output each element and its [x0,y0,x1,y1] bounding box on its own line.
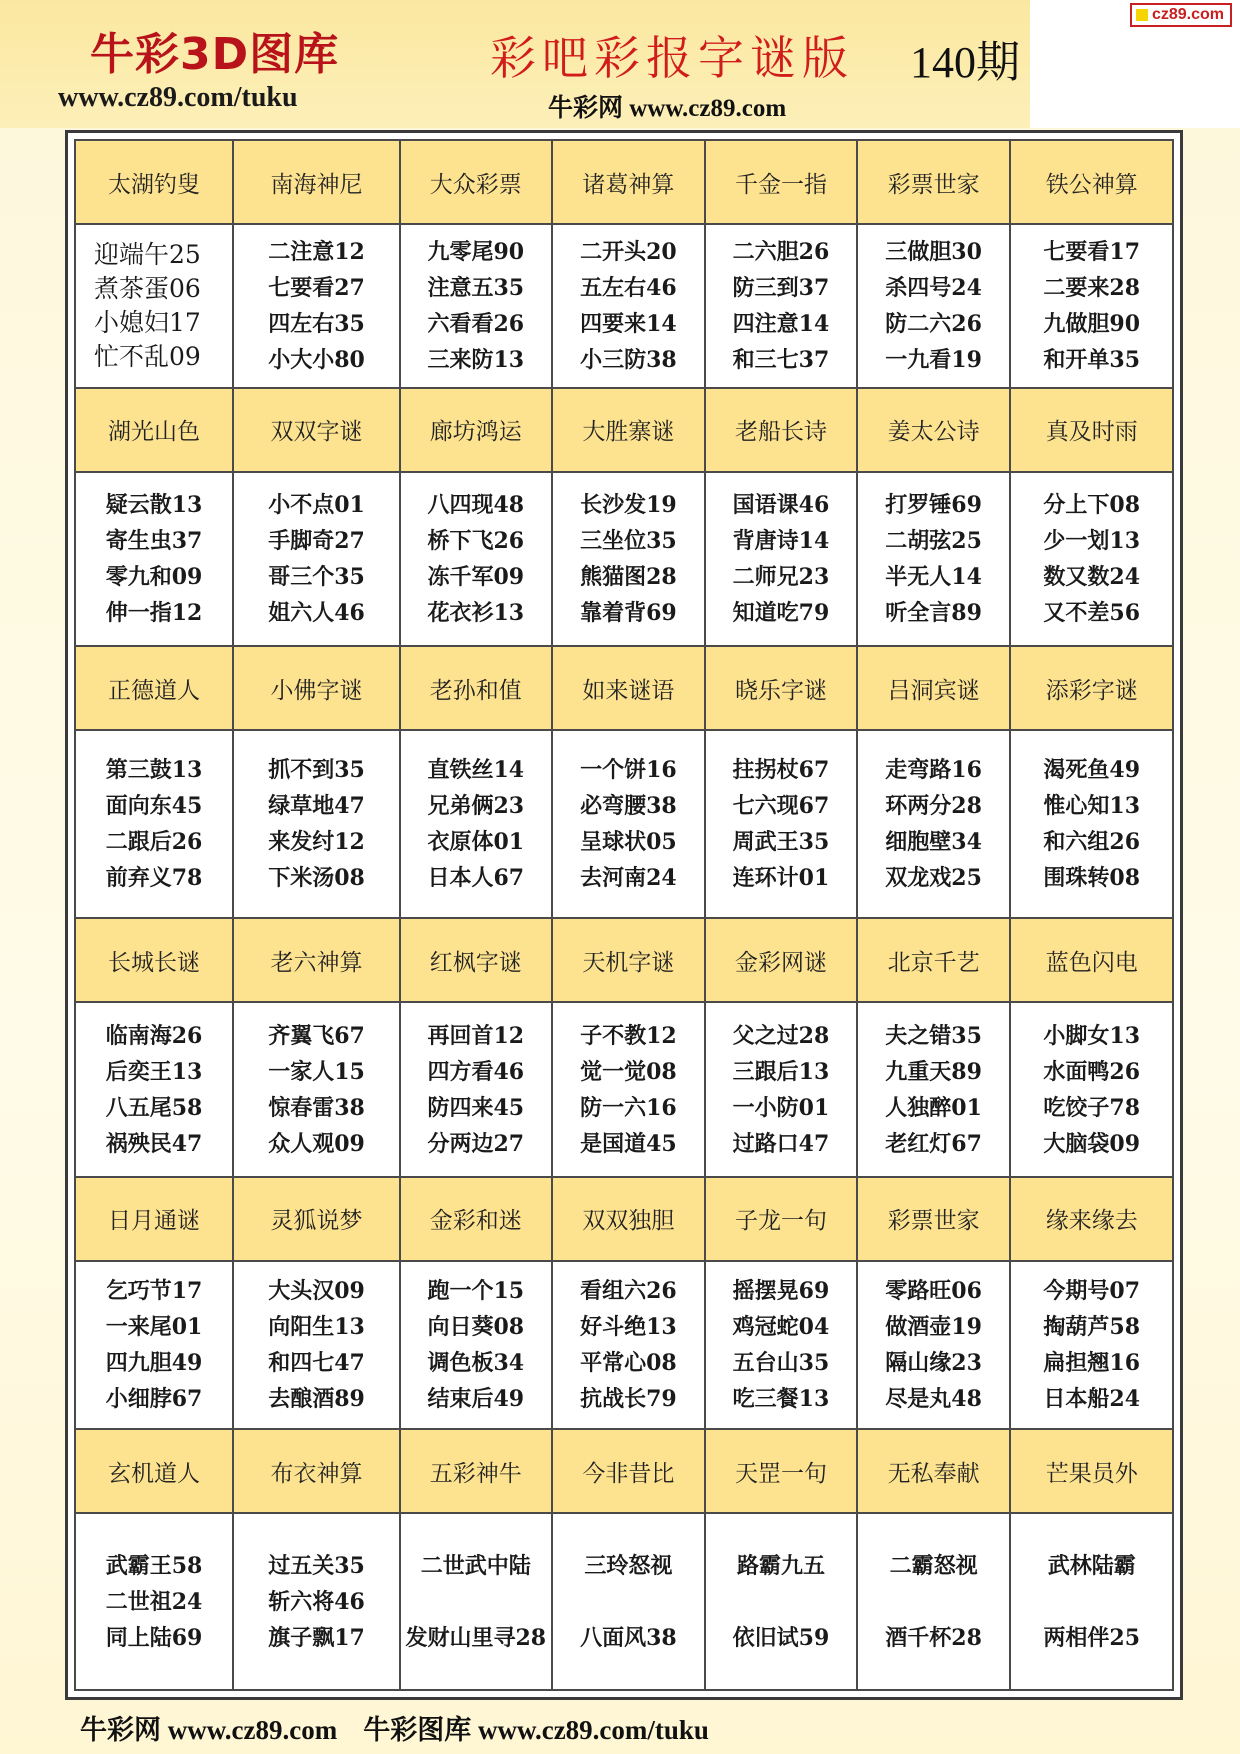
riddle-cell [857,1513,1011,1690]
riddle-line: 拄拐杖67 [732,757,830,784]
riddle-cell [75,1261,233,1429]
riddle-table [74,139,1174,1691]
riddle-line: 四九胆49 [105,1349,203,1376]
riddle-line: 一九看19 [885,346,982,373]
riddle-line: 必弯腰38 [580,793,677,820]
riddle-line: 和四七47 [268,1349,365,1376]
expert-name-cell: 无私奉献 [857,1429,1011,1513]
riddle-line: 吃三餐13 [732,1385,830,1412]
riddle-line: 姐六人46 [268,599,365,626]
riddle-line: 摇摆晃69 [732,1277,830,1304]
riddle-line: 细胞壁34 [885,829,982,856]
expert-name-cell: 彩票世家 [857,1177,1011,1261]
riddle-line: 掏葫芦58 [1043,1313,1141,1340]
riddle-line: 二跟后26 [105,829,203,856]
expert-name-cell: 大众彩票 [400,140,552,224]
expert-name-cell: 正德道人 [75,646,233,730]
riddle-cell [552,1261,706,1429]
header-row [75,388,1173,472]
riddle-line: 四方看46 [427,1058,525,1085]
riddle-cell [552,1513,706,1690]
riddle-line: 觉一觉08 [580,1058,677,1085]
riddle-line: 来发纣12 [268,829,365,856]
riddle-line: 临南海26 [105,1022,203,1049]
expert-name-cell: 诸葛神算 [552,140,706,224]
riddle-cell [233,1261,400,1429]
riddle-line: 九重天89 [885,1058,982,1085]
riddle-line: 看组六26 [580,1277,677,1304]
riddle-line: 二师兄23 [732,563,830,590]
riddle-line: 酒千杯28 [885,1624,982,1651]
riddle-cell [552,1002,706,1177]
riddle-cell [857,1261,1011,1429]
riddle-line: 去酿酒89 [268,1385,365,1412]
riddle-line: 路霸九五 [736,1552,825,1579]
riddle-cell [75,1513,233,1690]
riddle-line: 二开头20 [580,238,677,265]
riddle-line: 二六胆26 [732,238,830,265]
expert-name-cell: 如来谜语 [552,646,706,730]
riddle-line: 知道吃79 [732,599,830,626]
riddle-cell [552,730,706,918]
riddle-cell [400,730,552,918]
expert-name-cell: 今非昔比 [552,1429,706,1513]
riddle-line: 过五关35 [268,1552,365,1579]
riddle-line: 七要看27 [268,274,365,301]
riddle-line: 四注意14 [732,310,830,337]
riddle-line: 和开单35 [1043,346,1141,373]
riddle-line: 小三防38 [580,346,677,373]
riddle-line [553,1584,705,1620]
riddle-line: 八四现48 [427,491,525,518]
riddle-line: 小媳妇17 [94,307,201,337]
riddle-line: 走弯路16 [885,757,982,784]
riddle-line: 背唐诗14 [732,527,830,554]
expert-name-cell: 蓝色闪电 [1010,918,1173,1002]
riddle-row [75,1002,1173,1177]
riddle-line: 祸殃民47 [105,1130,203,1157]
riddle-line: 乞巧节17 [105,1277,203,1304]
riddle-row [75,730,1173,918]
riddle-cell [400,1513,552,1690]
riddle-line: 长沙发19 [580,491,677,518]
riddle-line: 好斗绝13 [580,1313,677,1340]
riddle-line: 抗战长79 [580,1385,677,1412]
riddle-line: 跑一个15 [427,1277,525,1304]
riddle-line: 直铁丝14 [427,757,525,784]
riddle-line: 发财山里寻28 [405,1624,547,1651]
expert-name-cell: 小佛字谜 [233,646,400,730]
riddle-cell [857,224,1011,388]
expert-name-cell: 布衣神算 [233,1429,400,1513]
expert-name-cell: 日月通谜 [75,1177,233,1261]
expert-name-cell: 晓乐字谜 [705,646,857,730]
riddle-line: 小细脖67 [105,1385,203,1412]
riddle-line: 周武王35 [732,829,830,856]
expert-name-cell: 吕洞宾谜 [857,646,1011,730]
header-row [75,646,1173,730]
riddle-line: 国语课46 [732,491,830,518]
expert-name-cell: 芒果员外 [1010,1429,1173,1513]
riddle-line: 忙不乱09 [94,341,201,371]
riddle-line: 煮茶蛋06 [94,273,201,303]
riddle-line: 小不点01 [268,491,365,518]
expert-name-cell: 姜太公诗 [857,388,1011,472]
riddle-cell [233,224,400,388]
expert-name-cell: 长城长谜 [75,918,233,1002]
expert-name-cell: 老船长诗 [705,388,857,472]
riddle-line: 听全言89 [885,599,982,626]
riddle-line: 一来尾01 [105,1313,203,1340]
riddle-line: 桥下飞26 [427,527,525,554]
riddle-line: 旗子飘17 [268,1624,365,1651]
riddle-line: 寄生虫37 [105,527,203,554]
riddle-line: 夫之错35 [885,1022,982,1049]
riddle-line: 一小防01 [732,1094,830,1121]
riddle-cell [233,472,400,647]
riddle-line: 绿草地47 [268,793,365,820]
riddle-cell [233,1513,400,1690]
riddle-line: 手脚奇27 [268,527,365,554]
riddle-row [75,1513,1173,1690]
riddle-line [1011,1584,1172,1620]
riddle-line: 隔山缘23 [885,1349,982,1376]
header-row [75,1177,1173,1261]
site-badge-label: cz89.com [1151,6,1224,23]
riddle-line: 九做胆90 [1043,310,1141,337]
riddle-line: 四要来14 [580,310,677,337]
riddle-line: 五左右46 [580,274,677,301]
riddle-line: 人独醉01 [885,1094,982,1121]
riddle-cell [552,472,706,647]
riddle-cell [705,224,857,388]
riddle-line: 大脑袋09 [1043,1130,1141,1157]
expert-name-cell: 金彩和迷 [400,1177,552,1261]
header-row [75,918,1173,1002]
riddle-line: 武林陆霸 [1047,1552,1136,1579]
riddle-line: 抓不到35 [268,757,365,784]
riddle-line: 二霸怒视 [889,1552,978,1579]
riddle-line: 注意五35 [427,274,525,301]
riddle-line: 哥三个35 [268,563,365,590]
riddle-line: 武霸王58 [105,1552,203,1579]
riddle-line: 和三七37 [732,346,830,373]
riddle-line: 平常心08 [580,1349,677,1376]
riddle-line: 呈球状05 [580,829,677,856]
riddle-line: 水面鸭26 [1043,1058,1141,1085]
expert-name-cell: 金彩网谜 [705,918,857,1002]
expert-name-cell: 玄机道人 [75,1429,233,1513]
expert-name-cell: 大胜寨谜 [552,388,706,472]
riddle-cell [1010,730,1173,918]
riddle-line: 再回首12 [427,1022,525,1049]
riddle-line: 鸡冠蛇04 [732,1313,830,1340]
riddle-line: 五台山35 [732,1349,830,1376]
riddle-line: 迎端午25 [94,239,201,269]
riddle-cell [552,224,706,388]
riddle-line: 环两分28 [885,793,982,820]
expert-name-cell: 天罡一句 [705,1429,857,1513]
expert-name-cell: 双双字谜 [233,388,400,472]
expert-name-cell: 铁公神算 [1010,140,1173,224]
riddle-line: 防一六16 [580,1094,677,1121]
riddle-line: 花衣衫13 [427,599,525,626]
riddle-line: 渴死鱼49 [1043,757,1141,784]
expert-name-cell: 双双独胆 [552,1177,706,1261]
riddle-line: 七六现67 [732,793,830,820]
riddle-cell [705,1261,857,1429]
riddle-line: 围珠转08 [1043,865,1141,892]
riddle-line: 冻千军09 [427,563,525,590]
riddle-cell [857,1002,1011,1177]
sub-url[interactable]: 牛彩网 www.cz89.com [548,95,787,122]
riddle-cell [1010,224,1173,388]
riddle-line: 二要来28 [1043,274,1141,301]
riddle-line: 老红灯67 [885,1130,982,1157]
riddle-cell [400,224,552,388]
riddle-line: 惊春雷38 [268,1094,365,1121]
riddle-line: 下米汤08 [268,865,365,892]
riddle-line: 靠着背69 [580,599,677,626]
expert-name-cell: 真及时雨 [1010,388,1173,472]
riddle-line: 二注意12 [268,238,365,265]
riddle-row [75,472,1173,647]
riddle-line: 过路口47 [732,1130,830,1157]
riddle-line: 数又数24 [1043,563,1141,590]
riddle-line: 杀四号24 [885,274,982,301]
riddle-line: 一家人15 [268,1058,365,1085]
riddle-line: 三坐位35 [580,527,677,554]
riddle-line: 打罗锤69 [885,491,982,518]
riddle-line: 双龙戏25 [885,865,982,892]
riddle-line: 众人观09 [268,1130,365,1157]
riddle-line: 八面风38 [580,1624,677,1651]
riddle-cell [233,730,400,918]
riddle-line: 防二六26 [885,310,982,337]
expert-name-cell: 五彩神牛 [400,1429,552,1513]
riddle-line: 两相伴25 [1043,1624,1141,1651]
riddle-cell [75,224,233,388]
riddle-cell [400,1261,552,1429]
riddle-line: 一个饼16 [580,757,677,784]
riddle-line: 惟心知13 [1043,793,1141,820]
issue-number: 140期 [910,38,1020,87]
riddle-cell [75,1002,233,1177]
riddle-cell [705,730,857,918]
badge-square-icon [1136,9,1148,21]
riddle-line: 齐翼飞67 [268,1022,365,1049]
footer-site-link[interactable]: 牛彩网 www.cz89.com [80,1715,338,1745]
riddle-line: 三跟后13 [732,1058,830,1085]
expert-name-cell: 子龙一句 [705,1177,857,1261]
riddle-line: 防四来45 [427,1094,525,1121]
riddle-cell [1010,1261,1173,1429]
riddle-line: 和六组26 [1043,829,1141,856]
riddle-line: 扁担翘16 [1043,1349,1141,1376]
riddle-line: 二世武中陆 [420,1552,531,1579]
riddle-line: 防三到37 [732,274,830,301]
riddle-cell [75,730,233,918]
riddle-line: 前弃义78 [105,865,203,892]
riddle-line: 面向东45 [105,793,203,820]
riddle-line: 三做胆30 [885,238,982,265]
riddle-line: 去河南24 [580,865,677,892]
riddle-board [65,130,1183,1700]
riddle-line: 二胡弦25 [885,527,982,554]
expert-name-cell: 老六神算 [233,918,400,1002]
expert-name-cell: 老孙和值 [400,646,552,730]
riddle-cell [400,1002,552,1177]
riddle-cell [75,472,233,647]
header-corner [1030,0,1240,128]
expert-name-cell: 湖光山色 [75,388,233,472]
riddle-line: 斩六将46 [268,1588,365,1615]
header-row [75,140,1173,224]
riddle-line: 衣原体01 [427,829,525,856]
riddle-line: 日本人67 [427,865,525,892]
riddle-line: 是国道45 [580,1130,677,1157]
riddle-line: 分上下08 [1043,491,1141,518]
riddle-line: 八五尾58 [105,1094,203,1121]
riddle-line: 做酒壶19 [885,1313,982,1340]
riddle-line: 零路旺06 [885,1277,982,1304]
riddle-line: 少一划13 [1043,527,1141,554]
expert-name-cell: 缘来缘去 [1010,1177,1173,1261]
riddle-cell [705,1002,857,1177]
expert-name-cell: 天机字谜 [552,918,706,1002]
riddle-line: 吃饺子78 [1043,1094,1141,1121]
riddle-line: 今期号07 [1043,1277,1141,1304]
site-badge[interactable] [1130,3,1232,27]
riddle-row [75,224,1173,388]
riddle-line [401,1584,551,1620]
riddle-line: 又不差56 [1043,599,1141,626]
riddle-row [75,1261,1173,1429]
riddle-line: 二世祖24 [105,1588,203,1615]
expert-name-cell: 廊坊鸿运 [400,388,552,472]
riddle-line: 分两边27 [427,1130,525,1157]
header-row [75,1429,1173,1513]
riddle-line: 九零尾90 [427,238,525,265]
riddle-cell [1010,1513,1173,1690]
riddle-cell [705,472,857,647]
expert-name-cell: 千金一指 [705,140,857,224]
riddle-line: 大头汉09 [268,1277,365,1304]
riddle-line: 半无人14 [885,563,982,590]
riddle-line: 连环计01 [732,865,830,892]
riddle-line [858,1584,1010,1620]
riddle-line: 尽是丸48 [885,1385,982,1412]
expert-name-cell: 灵狐说梦 [233,1177,400,1261]
riddle-line: 三来防13 [427,346,525,373]
page-title: 彩吧彩报字谜版 [490,31,854,85]
riddle-line: 兄弟俩23 [427,793,525,820]
brand-url[interactable]: www.cz89.com/tuku [58,82,298,113]
riddle-line: 第三鼓13 [105,757,203,784]
riddle-cell [705,1513,857,1690]
riddle-cell [857,472,1011,647]
expert-name-cell: 北京千艺 [857,918,1011,1002]
riddle-line: 四左右35 [268,310,365,337]
riddle-cell [857,730,1011,918]
riddle-line: 父之过28 [732,1022,830,1049]
riddle-cell [1010,1002,1173,1177]
riddle-line: 小大小80 [268,346,365,373]
expert-name-cell: 添彩字谜 [1010,646,1173,730]
riddle-line: 子不教12 [580,1022,677,1049]
riddle-line: 七要看17 [1043,238,1141,265]
riddle-line: 调色板34 [427,1349,525,1376]
riddle-line [706,1584,856,1620]
riddle-line: 零九和09 [105,563,203,590]
expert-name-cell: 彩票世家 [857,140,1011,224]
riddle-line: 结束后49 [427,1385,525,1412]
riddle-line: 依旧试59 [732,1624,830,1651]
footer-tuku-link[interactable]: 牛彩图库 www.cz89.com/tuku [363,1715,709,1745]
riddle-line: 同上陆69 [105,1624,203,1651]
riddle-line: 疑云散13 [105,491,203,518]
brand-title: 牛彩3D图库 [90,29,340,80]
expert-name-cell: 红枫字谜 [400,918,552,1002]
riddle-line: 日本船24 [1043,1385,1141,1412]
riddle-cell [1010,472,1173,647]
riddle-line: 熊猫图28 [580,563,677,590]
footer [80,1708,709,1747]
riddle-line: 向阳生13 [268,1313,365,1340]
riddle-line: 后奕王13 [105,1058,203,1085]
riddle-line: 六看看26 [427,310,525,337]
riddle-line: 小脚女13 [1043,1022,1141,1049]
expert-name-cell: 太湖钓叟 [75,140,233,224]
riddle-cell [400,472,552,647]
expert-name-cell: 南海神尼 [233,140,400,224]
riddle-line: 三玲怒视 [584,1552,673,1579]
riddle-cell [233,1002,400,1177]
riddle-line: 向日葵08 [427,1313,525,1340]
riddle-line: 伸一指12 [105,599,203,626]
